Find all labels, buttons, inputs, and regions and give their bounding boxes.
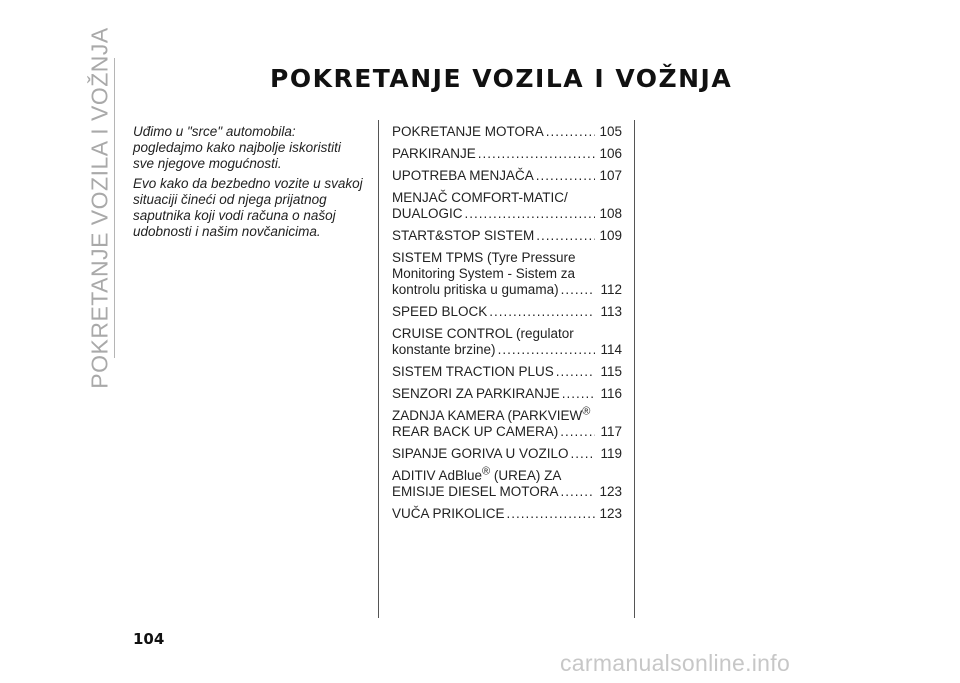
toc-entry-line: [392, 282, 622, 298]
dot-leader: [571, 446, 595, 462]
toc-entry-title-line: [392, 465, 622, 484]
toc-entry-line: [392, 424, 622, 440]
toc-entry-title-continued: (UREA) ZA: [490, 468, 562, 483]
dot-leader: [536, 228, 595, 244]
watermark: carmanualsonline.info: [560, 650, 791, 676]
toc-entry[interactable]: [392, 326, 622, 358]
toc-entry[interactable]: [392, 386, 622, 402]
toc-entry-title: START&STOP SISTEM: [392, 228, 535, 243]
page-number: 104: [133, 630, 165, 648]
toc-entry-title-start: ZADNJA KAMERA (PARKVIEW: [392, 408, 583, 423]
toc-entry-line: [392, 168, 622, 184]
toc-entry-line: [392, 386, 622, 402]
toc-entry[interactable]: [392, 405, 622, 440]
registered-mark: ®: [582, 405, 591, 418]
toc-entry-title-line: [392, 190, 622, 206]
dot-leader: [560, 424, 595, 440]
toc-entry[interactable]: [392, 465, 622, 500]
toc-entry-title-line: [392, 250, 622, 282]
toc-entry-title: VUČA PRIKOLICE: [392, 506, 505, 521]
toc-entry-line: [392, 304, 622, 320]
toc-page-number: 107: [599, 168, 622, 183]
toc-entry-line: [392, 124, 622, 140]
toc-entry-title-start: MENJAČ COMFORT-MATIC/: [392, 190, 568, 205]
toc-page-number: 119: [600, 446, 622, 461]
intro-paragraph: Evo kako da bezbedno vozite u svakoj situaciji čineći od njega prijatnog saputnika koji vodi računa o našoj udobnosti i našim novčanicima.: [133, 176, 363, 239]
toc-entry-title-line: [392, 326, 622, 342]
dot-leader: [478, 146, 595, 162]
toc-entry-title: SISTEM TRACTION PLUS: [392, 364, 554, 379]
toc-page-number: 106: [599, 146, 622, 161]
toc-entry-title: konstante brzine): [392, 342, 496, 357]
toc-page-number: 109: [599, 228, 622, 243]
toc-entry-title: SIPANJE GORIVA U VOZILO: [392, 446, 569, 461]
dot-leader: [498, 342, 595, 358]
registered-mark: ®: [482, 465, 491, 478]
toc-entry-line: [392, 206, 622, 222]
toc-entry[interactable]: [392, 146, 622, 162]
toc-entry[interactable]: [392, 250, 622, 298]
toc-page-number: 112: [600, 282, 622, 297]
toc-page-number: 115: [600, 364, 622, 379]
toc-entry-title: UPOTREBA MENJAČA: [392, 168, 534, 183]
toc-entry-title: EMISIJE DIESEL MOTORA: [392, 484, 559, 499]
toc-entry-line: [392, 506, 622, 522]
dot-leader: [465, 206, 595, 222]
toc-page-number: 117: [600, 424, 622, 439]
dot-leader: [546, 124, 595, 140]
toc-entry[interactable]: [392, 190, 622, 222]
toc-entry-line: [392, 228, 622, 244]
table-of-contents: [392, 124, 622, 528]
toc-entry-line: [392, 484, 622, 500]
dot-leader: [489, 304, 595, 320]
toc-entry-title: REAR BACK UP CAMERA): [392, 424, 559, 439]
dot-leader: [561, 282, 595, 298]
intro-paragraph: Uđimo u "srce" automobila: pogledajmo kako najbolje iskoristiti sve njegove mogućnosti.: [133, 124, 341, 171]
toc-entry-title: SENZORI ZA PARKIRANJE: [392, 386, 560, 401]
toc-entry-line: [392, 446, 622, 462]
toc-page-number: 105: [599, 124, 622, 139]
toc-page-number: 113: [600, 304, 622, 319]
toc-entry-title: kontrolu pritiska u gumama): [392, 282, 559, 297]
toc-entry-line: [392, 364, 622, 380]
toc-entry-line: [392, 146, 622, 162]
toc-entry[interactable]: [392, 364, 622, 380]
dot-leader: [507, 506, 595, 522]
toc-entry-title: DUALOGIC: [392, 206, 463, 221]
toc-entry-line: [392, 342, 622, 358]
toc-page-number: 123: [599, 484, 622, 499]
toc-entry[interactable]: [392, 168, 622, 184]
page-title: POKRETANJE VOZILA I VOŽNJA: [270, 64, 733, 93]
toc-entry[interactable]: [392, 304, 622, 320]
column-divider-right: [634, 120, 635, 618]
intro-text: [133, 124, 363, 244]
toc-page-number: 123: [599, 506, 622, 521]
toc-entry-title-start: SISTEM TPMS (Tyre Pressure Monitoring System - Sistem za: [392, 250, 576, 281]
toc-entry-title-start: CRUISE CONTROL (regulator: [392, 326, 574, 341]
dot-leader: [556, 364, 595, 380]
toc-entry-title-start: ADITIV AdBlue: [392, 468, 483, 483]
column-divider-left: [378, 120, 379, 618]
side-section-label: POKRETANJE VOZILA I VOŽNJA: [86, 27, 113, 389]
toc-entry-title: POKRETANJE MOTORA: [392, 124, 544, 139]
toc-entry[interactable]: [392, 506, 622, 522]
toc-page-number: 116: [600, 386, 622, 401]
toc-page-number: 108: [599, 206, 622, 221]
dot-leader: [561, 484, 595, 500]
toc-page-number: 114: [600, 342, 622, 357]
toc-entry[interactable]: [392, 124, 622, 140]
toc-entry-title: PARKIRANJE: [392, 146, 476, 161]
dot-leader: [536, 168, 595, 184]
toc-entry[interactable]: [392, 446, 622, 462]
toc-entry[interactable]: [392, 228, 622, 244]
toc-entry-title-line: [392, 405, 622, 424]
dot-leader: [562, 386, 595, 402]
toc-entry-title: SPEED BLOCK: [392, 304, 488, 319]
